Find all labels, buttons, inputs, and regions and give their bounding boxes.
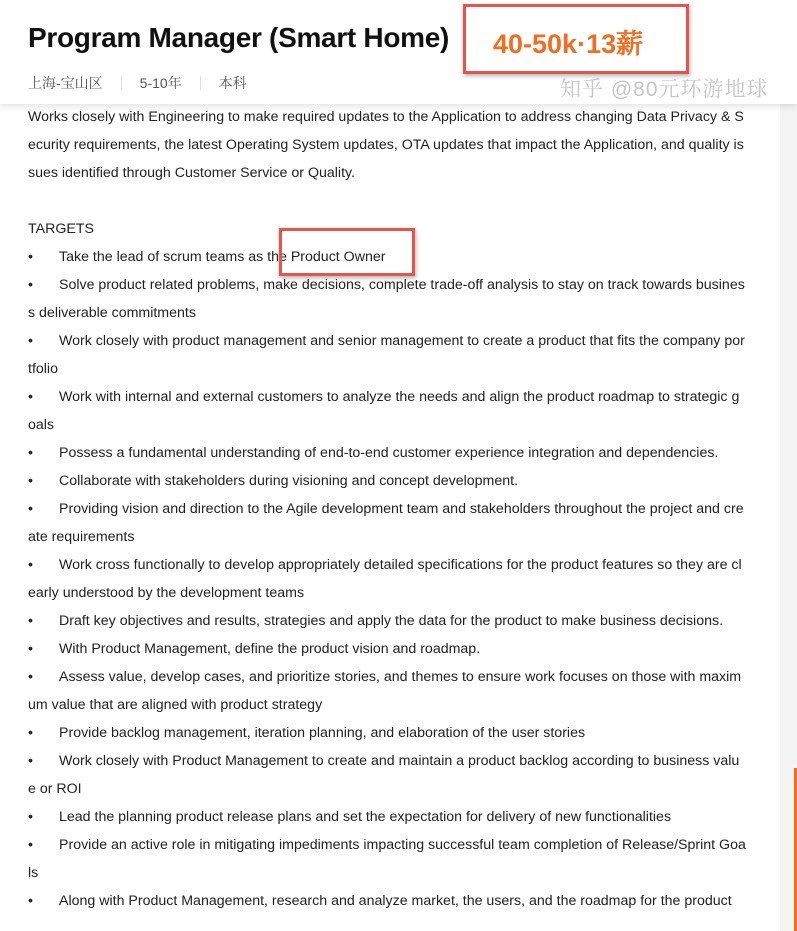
target-item xyxy=(28,635,746,663)
bullet: • xyxy=(28,725,33,741)
target-item-text: Work closely with Product Management to create and maintain a product backlog according to business value or ROI xyxy=(28,753,740,797)
divider xyxy=(200,76,201,90)
bullet: • xyxy=(28,613,33,629)
target-item xyxy=(28,383,746,439)
bullet: • xyxy=(28,389,33,405)
salary: 40-50k·13薪 xyxy=(493,29,644,59)
target-item xyxy=(28,719,746,747)
bullet: • xyxy=(28,893,33,909)
bullet: • xyxy=(28,753,33,769)
target-item xyxy=(28,663,746,719)
targets-heading: TARGETS xyxy=(28,221,94,237)
watermark: 知乎 @80元环游地球 xyxy=(560,78,769,101)
target-item-text: Provide backlog management, iteration planning, and elaboration of the user stories xyxy=(59,725,586,741)
target-item-text: Draft key objectives and results, strategies and apply the data for the product to make business decisions. xyxy=(59,613,724,629)
target-item-text: Provide an active role in mitigating impediments impacting successful team completion of Release/Sprint Goals xyxy=(28,837,746,881)
bullet: • xyxy=(28,837,33,853)
education: 本科 xyxy=(218,75,247,91)
bullet: • xyxy=(28,249,33,265)
target-item xyxy=(28,439,746,467)
experience: 5-10年 xyxy=(139,75,182,91)
divider xyxy=(121,76,122,90)
target-item xyxy=(28,327,746,383)
job-description xyxy=(28,103,746,915)
target-item xyxy=(28,607,746,635)
salary-highlight-box xyxy=(463,4,689,74)
bullet: • xyxy=(28,809,33,825)
target-item-text: Possess a fundamental understanding of end-to-end customer experience integration and dependencies. xyxy=(59,445,719,461)
target-item-text: Collaborate with stakeholders during visioning and concept development. xyxy=(59,473,519,489)
bullet: • xyxy=(28,557,33,573)
target-item xyxy=(28,271,746,327)
job-title: Program Manager (Smart Home) xyxy=(28,22,450,53)
target-item-text: Work cross functionally to develop appropriately detailed specifications for the product features so they are clearly understood by the development teams xyxy=(28,557,742,601)
product-owner-highlight-box xyxy=(279,228,415,276)
target-item-text: With Product Management, define the product vision and roadmap. xyxy=(59,641,481,657)
target-item xyxy=(28,467,746,495)
target-item-text: Providing vision and direction to the Agile development team and stakeholders throughout the project and create requirements xyxy=(28,501,744,545)
target-item xyxy=(28,747,746,803)
bullet: • xyxy=(28,669,33,685)
target-item-text: Lead the planning product release plans and set the expectation for delivery of new functionalities xyxy=(59,809,672,825)
target-item xyxy=(28,803,746,831)
job-meta xyxy=(28,73,247,93)
target-item-text: Assess value, develop cases, and prioritize stories, and themes to ensure work focuses on those with maximum value that are aligned with product strategy xyxy=(28,669,742,713)
bullet: • xyxy=(28,333,33,349)
target-item-text: Work closely with product management and senior management to create a product that fits the company portfolio xyxy=(28,333,745,377)
bullet: • xyxy=(28,641,33,657)
intro-text: Works closely with Engineering to make required updates to the Application to address changing Data Privacy & Security requirements, the latest Operating System updates, OTA updates that impact the Application, and quality issues identified through Customer Service or Quality. xyxy=(28,109,744,181)
bullet: • xyxy=(28,473,33,489)
target-item-text: Solve product related problems, make decisions, complete trade-off analysis to stay on track towards business deliverable commitments xyxy=(28,277,745,321)
target-item-text: Along with Product Management, research and analyze market, the users, and the roadmap for the product xyxy=(59,893,732,909)
bullet: • xyxy=(28,445,33,461)
target-item xyxy=(28,887,746,915)
target-item xyxy=(28,551,746,607)
bullet: • xyxy=(28,501,33,517)
target-item xyxy=(28,831,746,887)
target-item-text: Work with internal and external customers to analyze the needs and align the product roadmap to strategic goals xyxy=(28,389,740,433)
location: 上海-宝山区 xyxy=(28,75,103,91)
target-item xyxy=(28,495,746,551)
target-item-text: Take the lead of scrum teams as the Product Owner xyxy=(59,249,386,265)
bullet: • xyxy=(28,277,33,293)
